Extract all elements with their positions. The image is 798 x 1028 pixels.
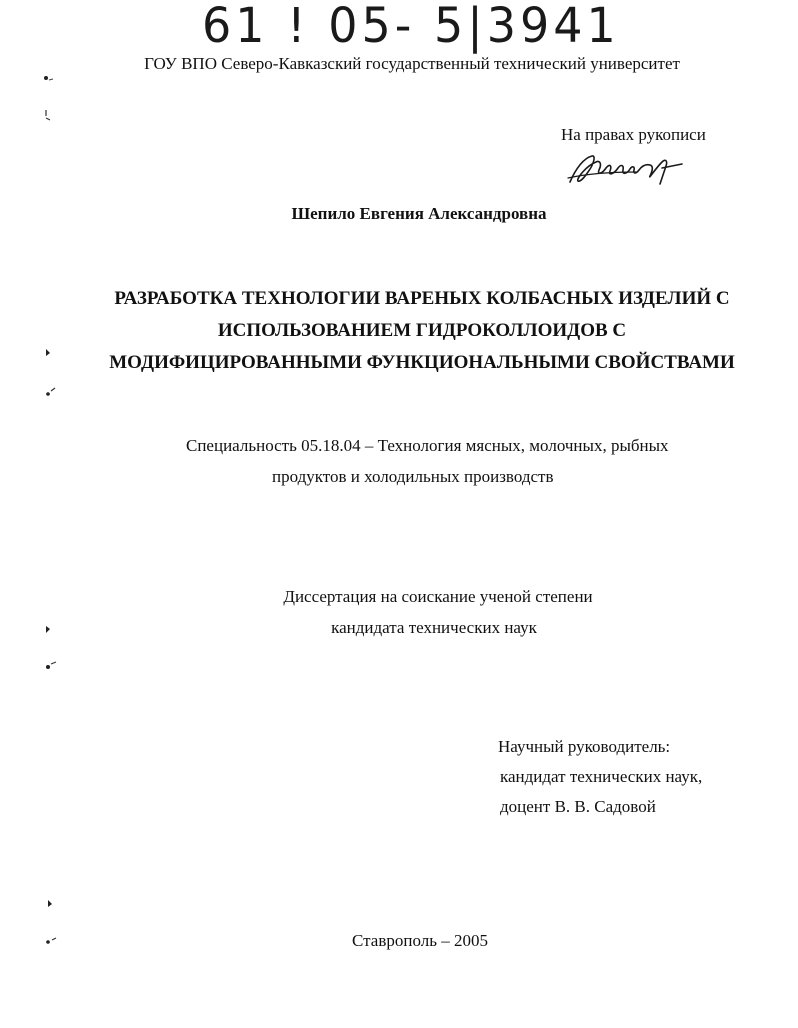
dissertation-title (0, 283, 798, 379)
binding-mark-icon (42, 930, 62, 950)
title-line: РАЗРАБОТКА ТЕХНОЛОГИИ ВАРЕНЫХ КОЛБАСНЫХ ИЗДЕЛИЙ С (114, 288, 730, 309)
specialty-line-1: Специальность 05.18.04 – Технология мясных, молочных, рыбных (186, 436, 669, 455)
binding-mark-icon (42, 382, 62, 402)
binding-mark-icon (42, 894, 62, 914)
binding-mark-icon (40, 343, 60, 363)
dissertation-line-1: Диссертация на соискание ученой степени (283, 587, 593, 606)
specialty-line-2: продуктов и холодильных производств (272, 467, 554, 486)
dissertation-line-2: кандидата технических наук (331, 618, 537, 637)
title-line: МОДИФИЦИРОВАННЫМИ ФУНКЦИОНАЛЬНЫМИ СВОЙСТВАМИ (109, 352, 735, 373)
signature-icon (566, 148, 686, 190)
handwritten-catalog-number: 61 ! 05- 5|3941 (202, 0, 620, 54)
binding-mark-icon (40, 106, 60, 126)
binding-mark-icon (40, 70, 60, 90)
university-name: ГОУ ВПО Северо-Кавказский государственный технический университет (144, 54, 680, 73)
supervisor-degree: кандидат технических наук, (500, 767, 703, 786)
manuscript-note: На правах рукописи (561, 125, 706, 144)
supervisor-name: доцент В. В. Садовой (500, 797, 656, 816)
binding-mark-icon (42, 656, 62, 676)
supervisor-label: Научный руководитель: (498, 737, 671, 756)
city-year: Ставрополь – 2005 (352, 931, 488, 950)
binding-mark-icon (40, 619, 60, 639)
title-line: ИСПОЛЬЗОВАНИЕМ ГИДРОКОЛЛОИДОВ С (217, 320, 627, 341)
author-name: Шепило Евгения Александровна (291, 204, 547, 223)
